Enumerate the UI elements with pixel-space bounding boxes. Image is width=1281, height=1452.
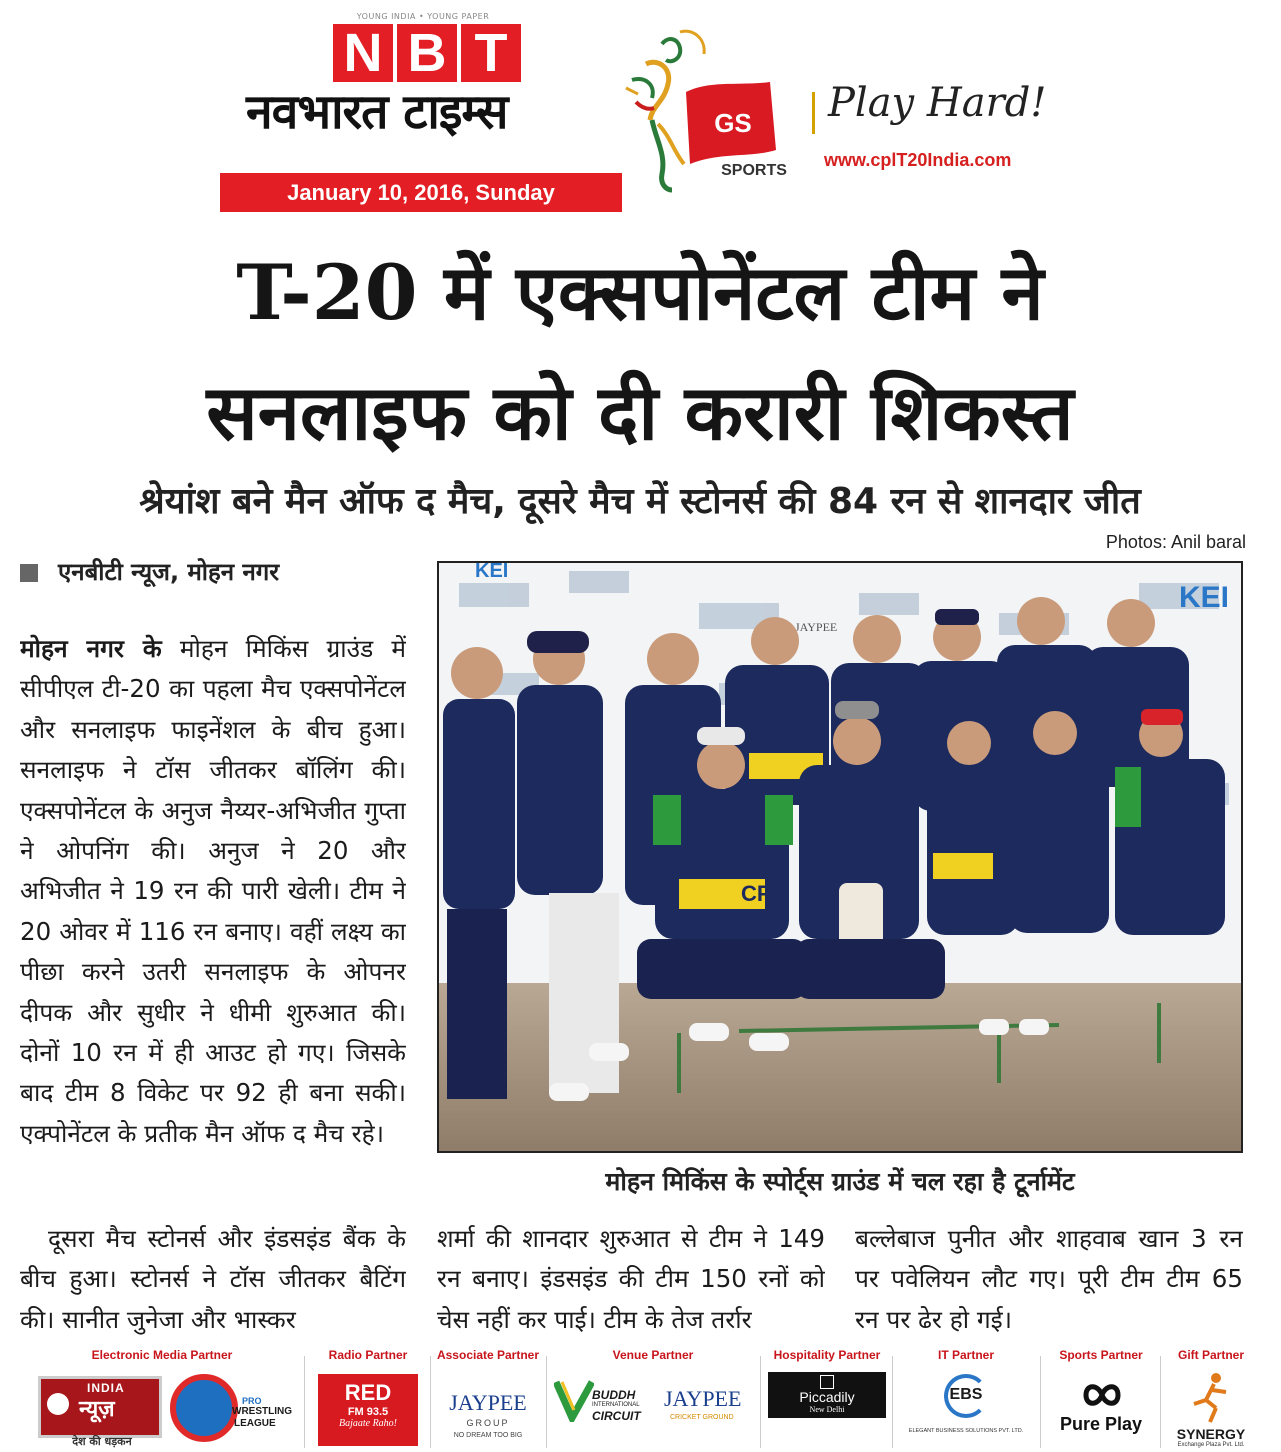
article-paragraph-3: शर्मा की शानदार शुरुआत से टीम ने 149 रन बनाए। इंडसइंड की टीम 150 रनों को चेस नहीं कर पाई। टीम के तेज तर्रार	[437, 1224, 825, 1334]
nbt-logo-letter-t: T	[461, 24, 521, 82]
piccadily-logo	[768, 1372, 886, 1418]
sponsor-hospitality	[762, 1346, 892, 1452]
sponsor-divider	[1040, 1356, 1041, 1448]
sponsor-radio	[306, 1346, 430, 1452]
article-paragraph-2: दूसरा मैच स्टोनर्स और इंडसइंड बैंक के बीच हुआ। स्टोनर्स ने टॉस जीतकर बैटिंग की। सानीत जुनेजा और भास्कर	[20, 1224, 406, 1334]
headline-line-1: T-20 में एक्सपोनेंटल टीम ने	[236, 248, 1044, 337]
jaypee-group-text-1: JAYPEE	[449, 1390, 527, 1415]
date-bar: January 10, 2016, Sunday	[220, 173, 622, 212]
team-photo	[437, 561, 1243, 1153]
red-fm-text-3: Bajaate Raho!	[338, 1418, 398, 1429]
buddh-circuit-text-3: CIRCUIT	[592, 1409, 641, 1423]
india-news-text-2: न्यूज़	[79, 1397, 115, 1422]
sponsor-title: Sports Partner	[1059, 1348, 1143, 1362]
nbt-logo-letter-b: B	[397, 24, 457, 82]
article-paragraph-4: बल्लेबाज पुनीत और शाहवाब खान 3 रन पर पवेलियन लौट गए। पूरी टीम टीम 65 रन पर ढेर हो गई।	[855, 1224, 1243, 1334]
jersey-text: CPL	[741, 881, 785, 906]
sponsor-associate	[432, 1346, 544, 1452]
byline-bullet-icon	[20, 564, 38, 582]
sponsor-divider	[1160, 1356, 1161, 1448]
sponsor-gift	[1162, 1346, 1260, 1452]
sponsor-sports	[1042, 1346, 1160, 1452]
india-news-tagline: देश की धड़कन	[72, 1435, 132, 1448]
sponsor-strip	[0, 1346, 1281, 1452]
pro-wrestling-logo	[170, 1374, 238, 1442]
sponsor-divider	[760, 1356, 761, 1448]
sponsor-divider	[892, 1356, 893, 1448]
headline-line-2: सनलाइफ को दी करारी शिकस्त	[206, 368, 1074, 457]
gs-sports-text: SPORTS	[721, 162, 787, 179]
jaypee-cricket-text-1: JAYPEE	[664, 1386, 742, 1411]
sponsor-electronic-media	[20, 1346, 304, 1452]
pro-wrestling-text-1: PRO	[242, 1396, 262, 1406]
india-news-logo	[38, 1376, 162, 1438]
paper-tagline: YOUNG INDIA • YOUNG PAPER	[356, 12, 490, 21]
photo-credit: Photos: Anil baral	[1105, 532, 1246, 552]
sponsor-title: Gift Partner	[1177, 1348, 1244, 1362]
sponsor-title: Radio Partner	[328, 1348, 408, 1362]
nbt-logo-letter-n: N	[333, 24, 393, 82]
india-news-text-1: INDIA	[87, 1381, 125, 1395]
sponsor-divider	[304, 1356, 305, 1448]
pure-play-text: Pure Play	[1059, 1414, 1143, 1434]
banner-brand-2: KEI	[1179, 581, 1230, 614]
article-paragraph-1	[20, 629, 406, 1217]
buddh-circuit-text-2: INTERNATIONAL	[592, 1402, 640, 1408]
synergy-runner-icon	[1186, 1368, 1236, 1424]
jaypee-group-text-2: GROUP	[466, 1418, 510, 1428]
banner-brand-1: KEI	[475, 563, 509, 582]
paper-name-hindi: नवभारत टाइम्स	[246, 84, 508, 140]
team-photo-illustration	[439, 563, 1241, 1151]
photo-caption: मोहन मिकिंस के स्पोर्ट्स ग्राउंड में चल रहा है टूर्नामेंट	[605, 1167, 1075, 1196]
pro-wrestling-text-2: WRESTLING	[232, 1406, 292, 1417]
sponsor-title: Associate Partner	[436, 1348, 540, 1362]
ebs-text-1: EBS	[949, 1386, 983, 1403]
sponsor-venue	[548, 1346, 758, 1452]
paragraph-1-text: मोहन मिकिंस ग्राउंड में सीपीएल टी-20 का पहला मैच एक्सपोनेंटल और सनलाइफ फाइनेंशल के बीच हुआ। सनलाइफ ने टॉस जीतकर बॉलिंग की। एक्सपोनेंटल के अनुज नैय्यर-अभिजीत गुप्ता ने ओपनिंग की। अनुज ने 20 और अभिजीत ने 19 रन की पारी खेली। टीम ने 20 ओवर में 116 रन बनाए। वहीं लक्ष्य का पीछा करने उतरी सनलाइफ के ओपनर दीपक और सुधीर ने धीमी शुरुआत की। दोनों 10 रन में ही आउट हो गए। जिसके बाद टीम 8 विकेट पर 92 ही बना सकी। एक्पोनेंटल के प्रतीक मैन ऑफ द मैच रहे।	[20, 634, 406, 1148]
pure-play-infinity-icon	[1082, 1380, 1122, 1410]
sponsor-title: Electronic Media Partner	[91, 1348, 233, 1362]
jaypee-cricket-text-2: CRICKET GROUND	[670, 1414, 734, 1421]
sponsor-divider	[430, 1356, 431, 1448]
byline: एनबीटी न्यूज, मोहन नगर	[58, 558, 280, 586]
red-fm-text-1: RED	[344, 1380, 392, 1405]
red-fm-text-2: FM 93.5	[347, 1406, 389, 1418]
jaypee-group-text-3: NO DREAM TOO BIG	[453, 1432, 523, 1439]
gold-divider	[812, 92, 815, 134]
red-fm-logo	[318, 1374, 418, 1446]
subheadline: श्रेयांश बने मैन ऑफ द मैच, दूसरे मैच में स्टोनर्स की 84 रन से शानदार जीत	[139, 481, 1141, 522]
sponsor-title: IT Partner	[937, 1348, 994, 1362]
piccadily-text-1: Piccadily	[799, 1389, 855, 1405]
synergy-text-2: Exchange Plaza Pvt. Ltd.	[1177, 1442, 1245, 1448]
buddh-circuit-text-1: BUDDH	[592, 1388, 636, 1402]
piccadily-text-2: New Delhi	[809, 1405, 845, 1414]
lead-dateline: मोहन नगर के	[20, 634, 162, 663]
pro-wrestling-text-3: LEAGUE	[234, 1418, 276, 1429]
sponsor-title: Venue Partner	[612, 1348, 694, 1362]
sponsor-it	[894, 1346, 1038, 1452]
nbt-logo	[333, 24, 521, 82]
website-url: www.cplT20India.com	[824, 150, 1012, 170]
buddh-circuit-v-icon	[554, 1378, 594, 1422]
sponsor-title: Hospitality Partner	[773, 1348, 881, 1362]
banner-brand-3: JAYPEE	[795, 620, 838, 634]
play-hard-slogan: Play Hard!	[828, 80, 1047, 126]
sponsor-divider	[546, 1356, 547, 1448]
synergy-text-1: SYNERGY	[1176, 1426, 1246, 1442]
gs-badge-text: GS	[714, 108, 752, 138]
ebs-text-2: ELEGANT BUSINESS SOLUTIONS PVT. LTD.	[908, 1428, 1024, 1434]
